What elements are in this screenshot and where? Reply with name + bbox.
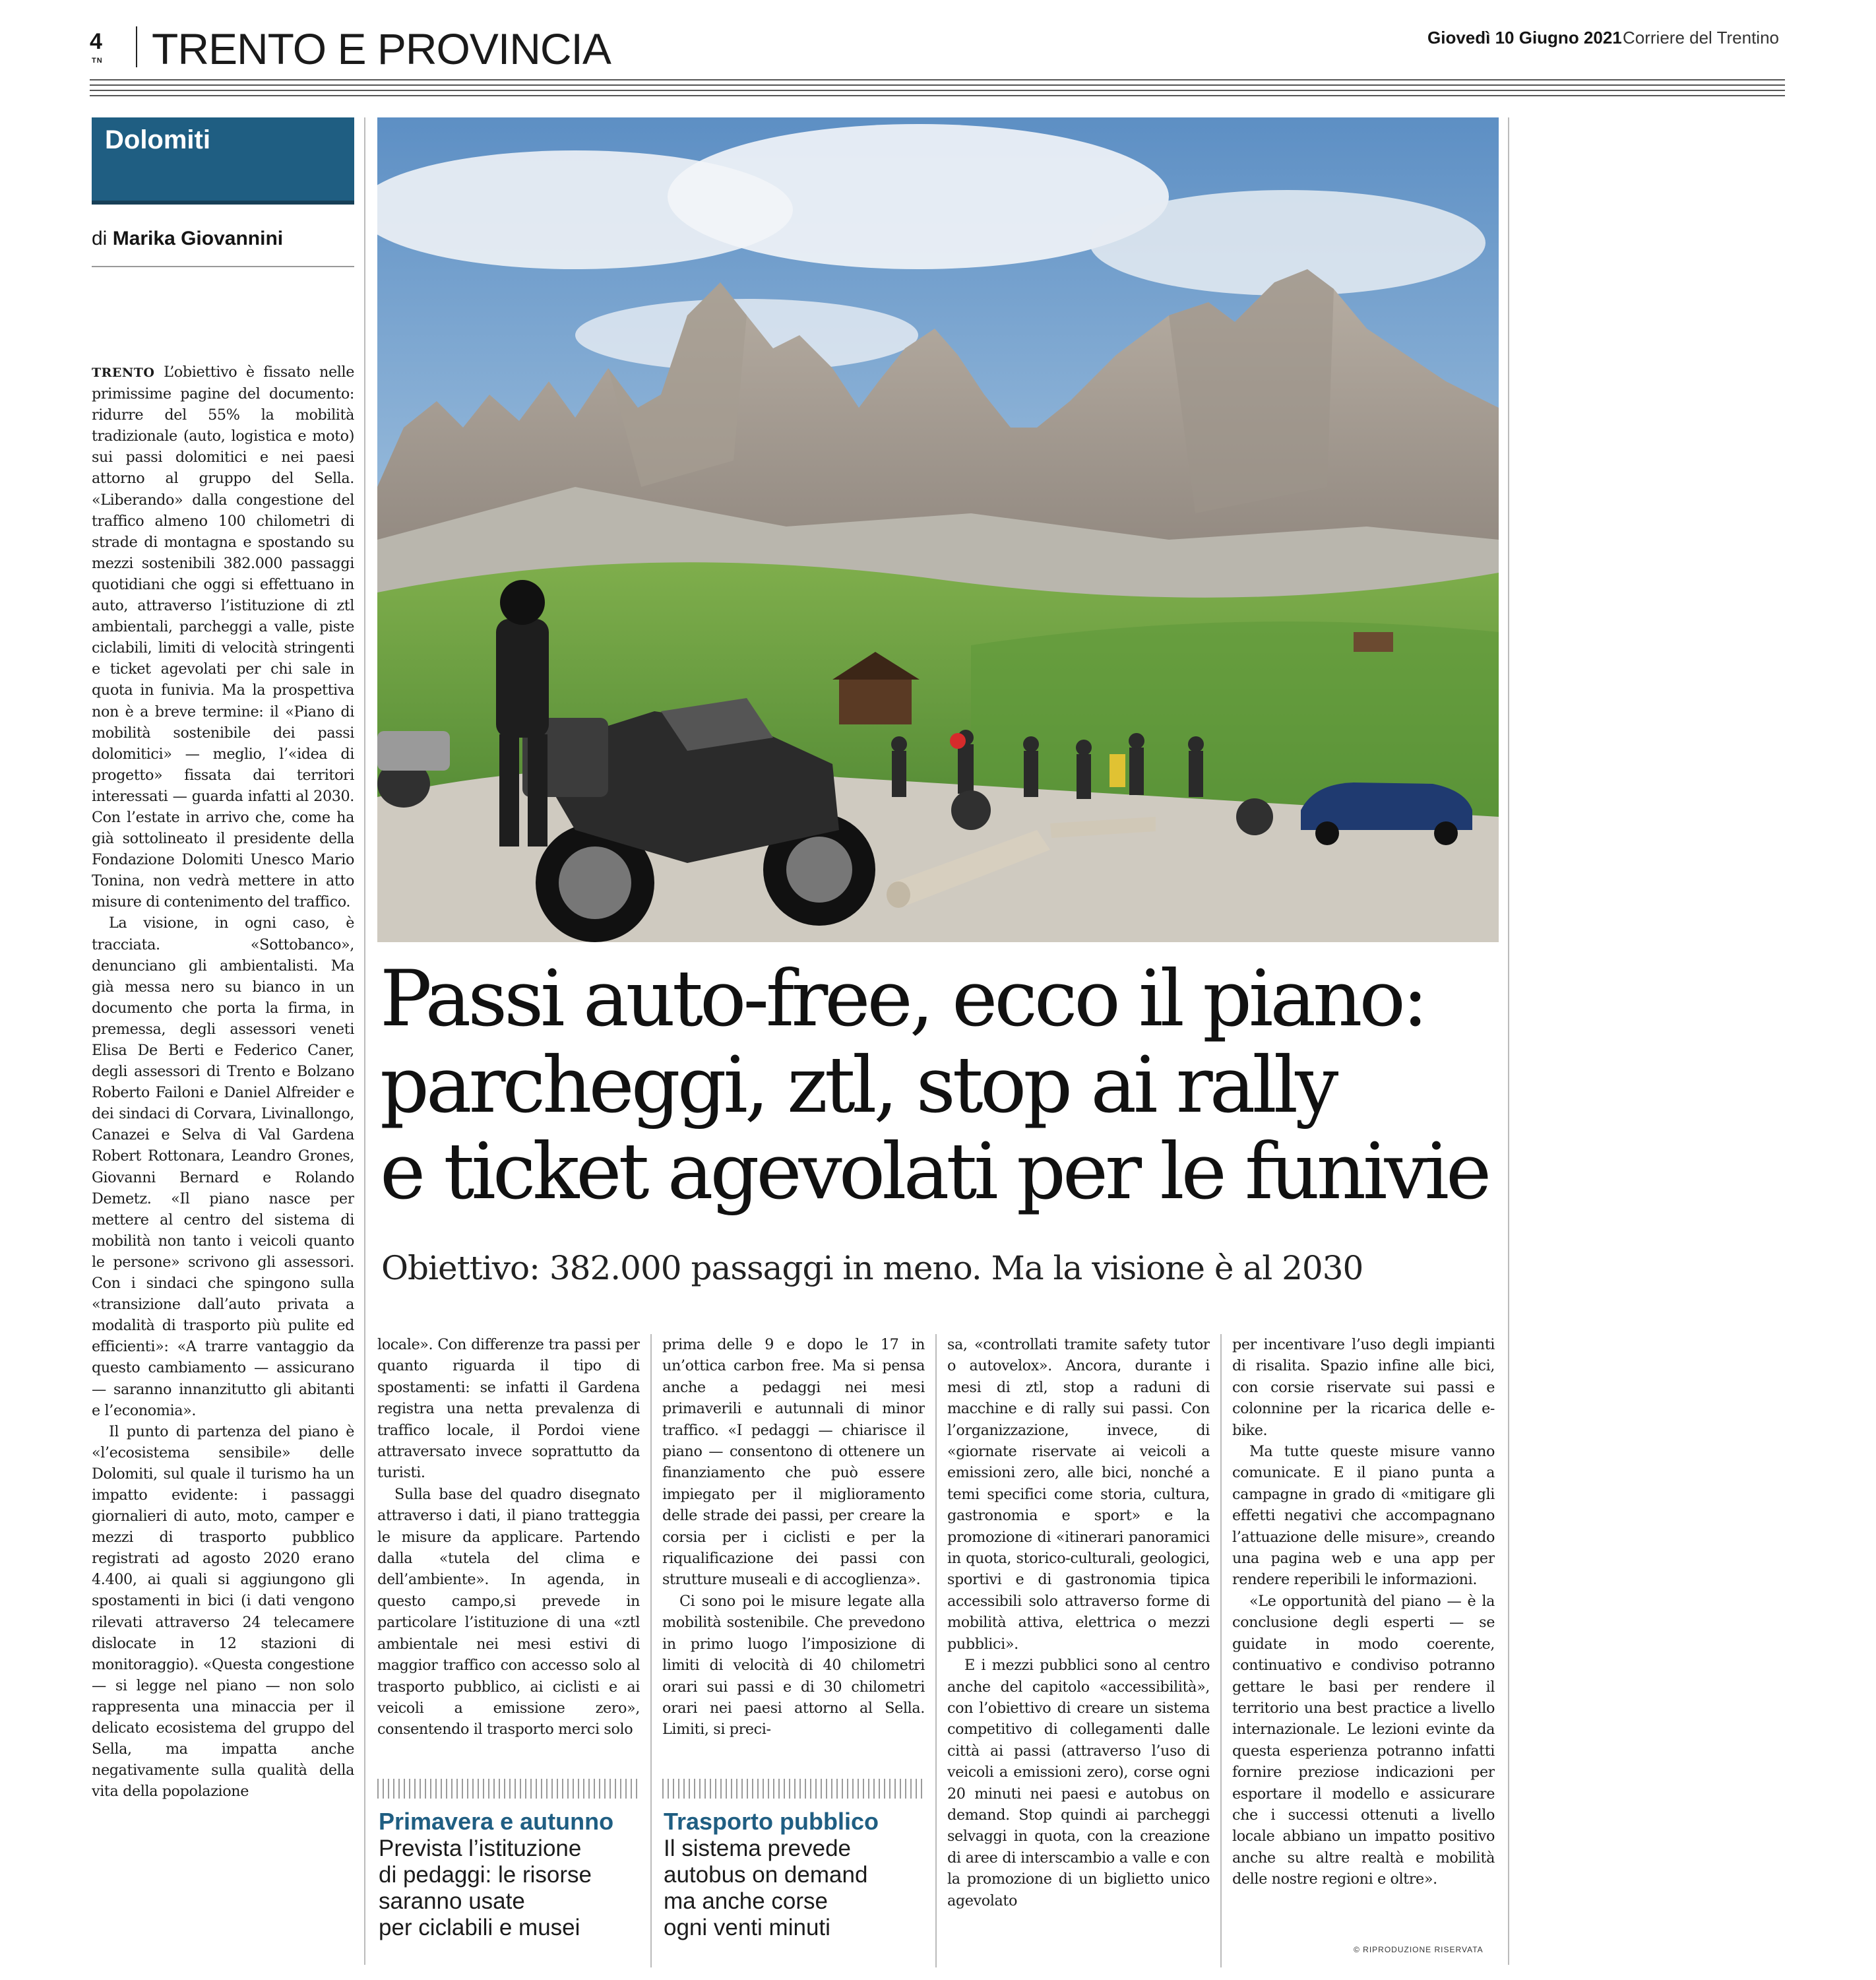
paragraph: locale». Con differenze tra passi per quanto riguarda il tipo di spostamenti: se infatti il Gardena registra una netta prevalenza di traffico locale, il Pordoi viene attraversato invece soprattutto da turisti. <box>377 1336 640 1482</box>
paragraph: per incentivare l’uso degli impianti di risalita. Spazio infine alle bici, con corsie riservate sui passi e colonnine per la ricarica delle e-bike. <box>1232 1336 1495 1439</box>
box-trasporto-text <box>664 1836 867 1941</box>
box-line: saranno usate <box>379 1888 525 1914</box>
box-line: per ciclabili e musei <box>379 1915 580 1940</box>
box-primavera-title: Primavera e autunno <box>379 1808 614 1835</box>
header-divider <box>136 26 137 67</box>
headline <box>380 955 1515 1215</box>
article-column-4 <box>947 1334 1210 1971</box>
column-divider <box>1508 117 1509 1965</box>
article-column-1 <box>92 362 354 1971</box>
column-divider <box>364 117 365 1965</box>
column-divider <box>935 1334 937 1967</box>
box-hatch-rule <box>662 1779 925 1799</box>
mountain-photo <box>377 117 1499 942</box>
header-rule <box>90 84 1785 86</box>
paragraph-text: L’obiettivo è fissato nelle primissime pagine del documento: ridurre del 55% la mobilità tradizionale (auto, logistica e moto) sui passi dolomitici e nei paesi attorno al gruppo del Sella. «Liberando» dalla congestione del traffico almeno 100 chilometri di strade di montagna e spostando su mezzi sostenibili 382.000 passaggi quotidiani che oggi si effettuano in auto, attraverso l’istituzione di ztl ambientali, parcheggi a valle, piste ciclabili, limiti di velocità stringenti e ticket agevolati per chi sale in quota in funivia. Ma la prospettiva non è a breve termine: il «Piano di mobilità sostenibile dei passi dolomitici» — meglio, l’«idea di progetto» fissata dai territori interessati — guarda infatti al 2030. Con l’estate in arrivo che, come ha già sottolineato il presidente della Fondazione Dolomiti Unesco Mario Tonina, non vedrà mettere in atto misure di contenimento del traffico. <box>92 364 354 911</box>
box-line: Prevista l’istituzione <box>379 1836 582 1861</box>
header-rule <box>90 90 1785 91</box>
header-rule <box>90 95 1785 96</box>
byline-rule <box>92 266 354 267</box>
column-divider <box>650 1334 652 1967</box>
byline <box>92 228 283 250</box>
newspaper-name: Corriere del Trentino <box>1623 28 1779 48</box>
byline-author: Marika Giovannini <box>112 228 284 249</box>
page-edition-code: TN <box>92 57 103 65</box>
box-line: autobus on demand <box>664 1862 868 1888</box>
article-column-5 <box>1232 1334 1495 1934</box>
section-tag-label: Dolomiti <box>105 125 210 154</box>
box-line: di pedaggi: le risorse <box>379 1862 592 1888</box>
issue-date: Giovedì 10 Giugno 2021 <box>1427 28 1622 48</box>
header-rule <box>90 79 1785 80</box>
box-trasporto-title: Trasporto pubblico <box>664 1808 879 1835</box>
headline-line-2: parcheggi, ztl, stop ai rally <box>380 1040 1336 1130</box>
section-title: TRENTO E PROVINCIA <box>152 24 611 73</box>
page-number: 4 <box>90 29 102 54</box>
paragraph: La visione, in ogni caso, è tracciata. «Sottobanco», denunciano gli ambientalisti. Ma già messa nero su bianco in un documento che porta la firma, in premessa, degli assessori veneti Elisa De Berti e Federico Caner, degli assessori di Trento e Bolzano Roberto Failoni e Daniel Alfreider e dei sindaci di Corvara, Livinallongo, Canazei e Selva di Val Gardena Robert Rottonara, Leandro Grones, Giovanni Bernard e Rolando Demetz. «Il piano nasce per mettere al centro del sistema di mobilità non tanto i veicoli quanto le persone» scrivono gli assessori. Con i sindaci che spingono sulla «transizione dall’auto privata a modalità di trasporto più pulite ed efficienti»: «A trarre vantaggio da questo cambiamento — assicurano — saranno innanzitutto gli abitanti e l’economia». <box>92 914 354 1419</box>
paragraph: Sulla base del quadro disegnato attraverso i dati, il piano tratteggia le misure da applicare. Partendo dalla «tutela del clima e dell’ambiente». In agenda, in questo campo,si prevede in particolare l’istituzione di una «ztl ambientale nei mesi estivi di maggior traffico con accesso solo al trasporto pubblico, ai ciclisti e ai veicoli a emissione zero», consentendo il trasporto merci solo <box>377 1485 640 1739</box>
subheadline: Obiettivo: 382.000 passaggi in meno. Ma la visione è al 2030 <box>381 1249 1363 1287</box>
box-line: ma anche corse <box>664 1888 829 1914</box>
article-column-3 <box>662 1334 925 1760</box>
box-line: ogni venti minuti <box>664 1915 830 1940</box>
box-line: Il sistema prevede <box>664 1836 852 1861</box>
copyright-notice: © RIPRODUZIONE RISERVATA <box>1354 1945 1484 1954</box>
box-hatch-rule <box>377 1779 640 1799</box>
paragraph: «Le opportunità del piano — è la conclusione degli esperti — se guidate in modo coerente, continuativo e condiviso potranno gettare le basi per rendere il territorio una best practice a livello internazionale. Le lezioni evinte da questa esperienza potranno infatti fornire preziose indicazioni per esportare il modello e assicurare che i successi ottenuti a livello locale abbiano un impatto positivo anche su altre realtà e mobilità delle nostre regioni e oltre». <box>1232 1592 1495 1888</box>
column-divider <box>1220 1334 1222 1967</box>
article-column-2 <box>377 1334 640 1760</box>
section-tag <box>92 117 354 205</box>
paragraph: Il punto di partenza del piano è «l’ecosistema sensibile» delle Dolomiti, sul quale il turismo ha un impatto evidente: i passaggi giornalieri di auto, moto, camper e mezzi di trasporto pubblico registrati ad agosto 2020 erano 4.400, ai quali si aggiungono gli spostamenti in bici (i dati vengono rilevati attraverso 24 telecamere dislocate in 12 stazioni di monitoraggio). «Questa congestione — si legge nel piano — non solo rappresenta una minaccia per il delicato ecosistema del gruppo del Sella, ma impatta anche negativamente sulla qualità della vita della popolazione <box>92 1422 354 1801</box>
paragraph: E i mezzi pubblici sono al centro anche del capitolo «accessibilità», con l’obiettivo di creare un sistema competitivo di collegamenti dalle città ai passi (attraverso l’uso di veicoli a emissioni zero), corse ogni 20 minuti nei paesi e autobus on demand. Stop quindi ai parcheggi selvaggi in quota, con la creazione di aree di interscambio a valle e con la promozione di un biglietto unico agevolato <box>947 1657 1210 1909</box>
headline-line-3: e ticket agevolati per le funivie <box>380 1126 1489 1217</box>
dateline: TRENTO <box>92 366 155 380</box>
paragraph: sa, «controllati tramite safety tutor o autovelox». Ancora, durante i mesi di ztl, stop a raduni di macchine e di rally sui passi. Con l’organizzazione, invece, di «giornate riservate ai veicoli a emissioni zero, alle bici, nonché a temi specifici come storia, cultura, gastronomia e sport» e la promozione di «itinerari panoramici in quota, storico-culturali, geologici, sportivi e di gastronomia tipica accessibili solo attraverso forme di mobilità attiva, elettrica o mezzi pubblici». <box>947 1336 1210 1653</box>
box-primavera-text <box>379 1836 592 1941</box>
byline-prefix: di <box>92 228 108 249</box>
headline-line-1: Passi auto-free, ecco il piano: <box>380 953 1425 1044</box>
paragraph: Ma tutte queste misure vanno comunicate. E il piano punta a campagne in grado di «mitigare gli effetti negativi che accompagnano l’attuazione delle misure», creando una pagina web e una app per rendere reperibili le informazioni. <box>1232 1443 1495 1589</box>
paragraph: prima delle 9 e dopo le 17 in un’ottica carbon free. Ma si pensa anche a pedaggi nei mesi primaverili e autunnali di minor traffico. «I pedaggi — chiarisce il piano — consentono di ottenere un finanziamento che può essere impiegato per il miglioramento delle strade dei passi, per creare la corsia per i ciclisti e per la riqualificazione dei passi con strutture museali e di accoglienza». <box>662 1336 925 1589</box>
paragraph <box>92 362 354 912</box>
paragraph: Ci sono poi le misure legate alla mobilità sostenibile. Che prevedono in primo luogo l’imposizione di limiti di velocità di 40 chilometri orari sui passi e di 30 chilometri orari nei paesi attorno al Sella. Limiti, si preci- <box>662 1592 925 1739</box>
